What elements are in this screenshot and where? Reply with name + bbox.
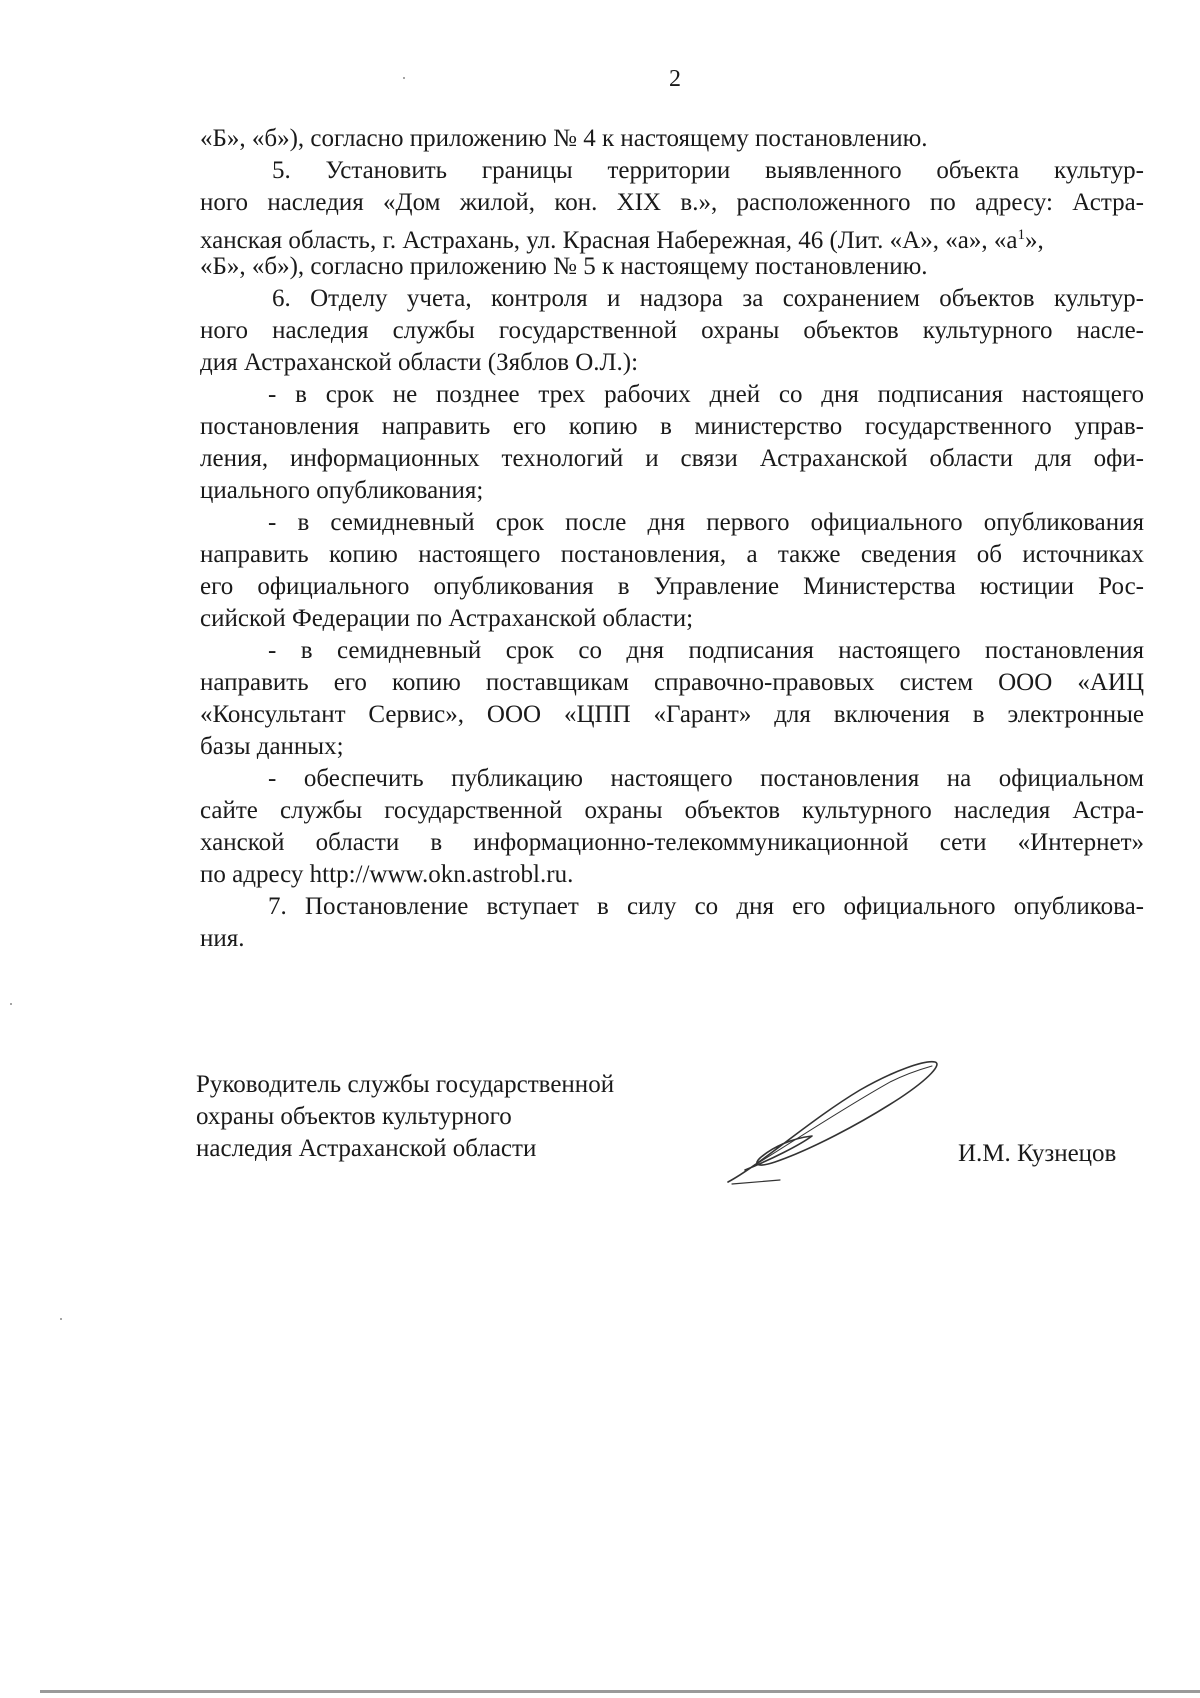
body-line-1: «Б», «б»), согласно приложению № 4 к настоящему постановлению. — [200, 125, 928, 152]
signatory-name: И.М. Кузнецов — [958, 1140, 1117, 1167]
scan-edge-line — [40, 1690, 1200, 1693]
superscript-one: 1 — [1017, 227, 1025, 243]
signatory-title-line-3: наследия Астраханской области — [196, 1135, 537, 1162]
body-line-3: ного наследия «Дом жилой, кон. XIX в.», расположенного по адресу: Астра- — [200, 189, 1144, 216]
body-line-11: ления, информационных технологий и связи Астраханской области для офи- — [200, 445, 1144, 472]
body-line-5: «Б», «б»), согласно приложению № 5 к настоящему постановлению. — [200, 253, 928, 280]
body-line-6: 6. Отделу учета, контроля и надзора за сохранением объектов культур- — [272, 285, 1144, 312]
body-line-24: по адресу http://www.okn.astrobl.ru. — [200, 861, 574, 888]
body-line-4 — [200, 219, 1144, 254]
page-number: 2 — [669, 66, 681, 92]
scan-speck — [10, 1003, 12, 1005]
scan-speck — [60, 1318, 62, 1320]
body-line-21: - обеспечить публикацию настоящего постановления на официальном — [268, 765, 1144, 792]
body-line-13: - в семидневный срок после дня первого официального опубликования — [268, 509, 1144, 536]
signatory-title-line-1: Руководитель службы государственной — [196, 1071, 615, 1098]
body-line-20: базы данных; — [200, 733, 344, 760]
body-line-8: дия Астраханской области (Зяблов О.Л.): — [200, 349, 639, 376]
body-line-25: 7. Постановление вступает в силу со дня его официального опубликова- — [268, 893, 1144, 920]
signatory-title — [196, 1069, 614, 1165]
body-line-4-end: », — [1024, 227, 1044, 254]
body-line-17: - в семидневный срок со дня подписания настоящего постановления — [268, 637, 1144, 664]
handwritten-signature — [720, 1050, 950, 1190]
body-line-4-main: ханская область, г. Астрахань, ул. Красная Набережная, 46 (Лит. «А», «а», «а — [200, 227, 1018, 254]
body-line-23: ханской области в информационно-телекоммуникационной сети «Интернет» — [200, 829, 1144, 856]
body-line-19: «Консультант Сервис», ООО «ЦПП «Гарант» для включения в электронные — [200, 701, 1144, 728]
body-line-15: его официального опубликования в Управление Министерства юстиции Рос- — [200, 573, 1144, 600]
body-line-10: постановления направить его копию в министерство государственного управ- — [200, 413, 1144, 440]
body-line-22: сайте службы государственной охраны объектов культурного наследия Астра- — [200, 797, 1144, 824]
body-line-2: 5. Установить границы территории выявленного объекта культур- — [272, 157, 1144, 184]
scan-speck — [403, 77, 405, 79]
body-line-26: ния. — [200, 925, 245, 952]
body-line-7: ного наследия службы государственной охраны объектов культурного насле- — [200, 317, 1144, 344]
body-line-18: направить его копию поставщикам справочно-правовых систем ООО «АИЦ — [200, 669, 1144, 696]
body-line-9: - в срок не позднее трех рабочих дней со дня подписания настоящего — [268, 381, 1144, 408]
body-line-12: циального опубликования; — [200, 477, 484, 504]
body-line-14: направить копию настоящего постановления, а также сведения об источниках — [200, 541, 1144, 568]
body-line-16: сийской Федерации по Астраханской области; — [200, 605, 694, 632]
signatory-title-line-2: охраны объектов культурного — [196, 1103, 512, 1130]
